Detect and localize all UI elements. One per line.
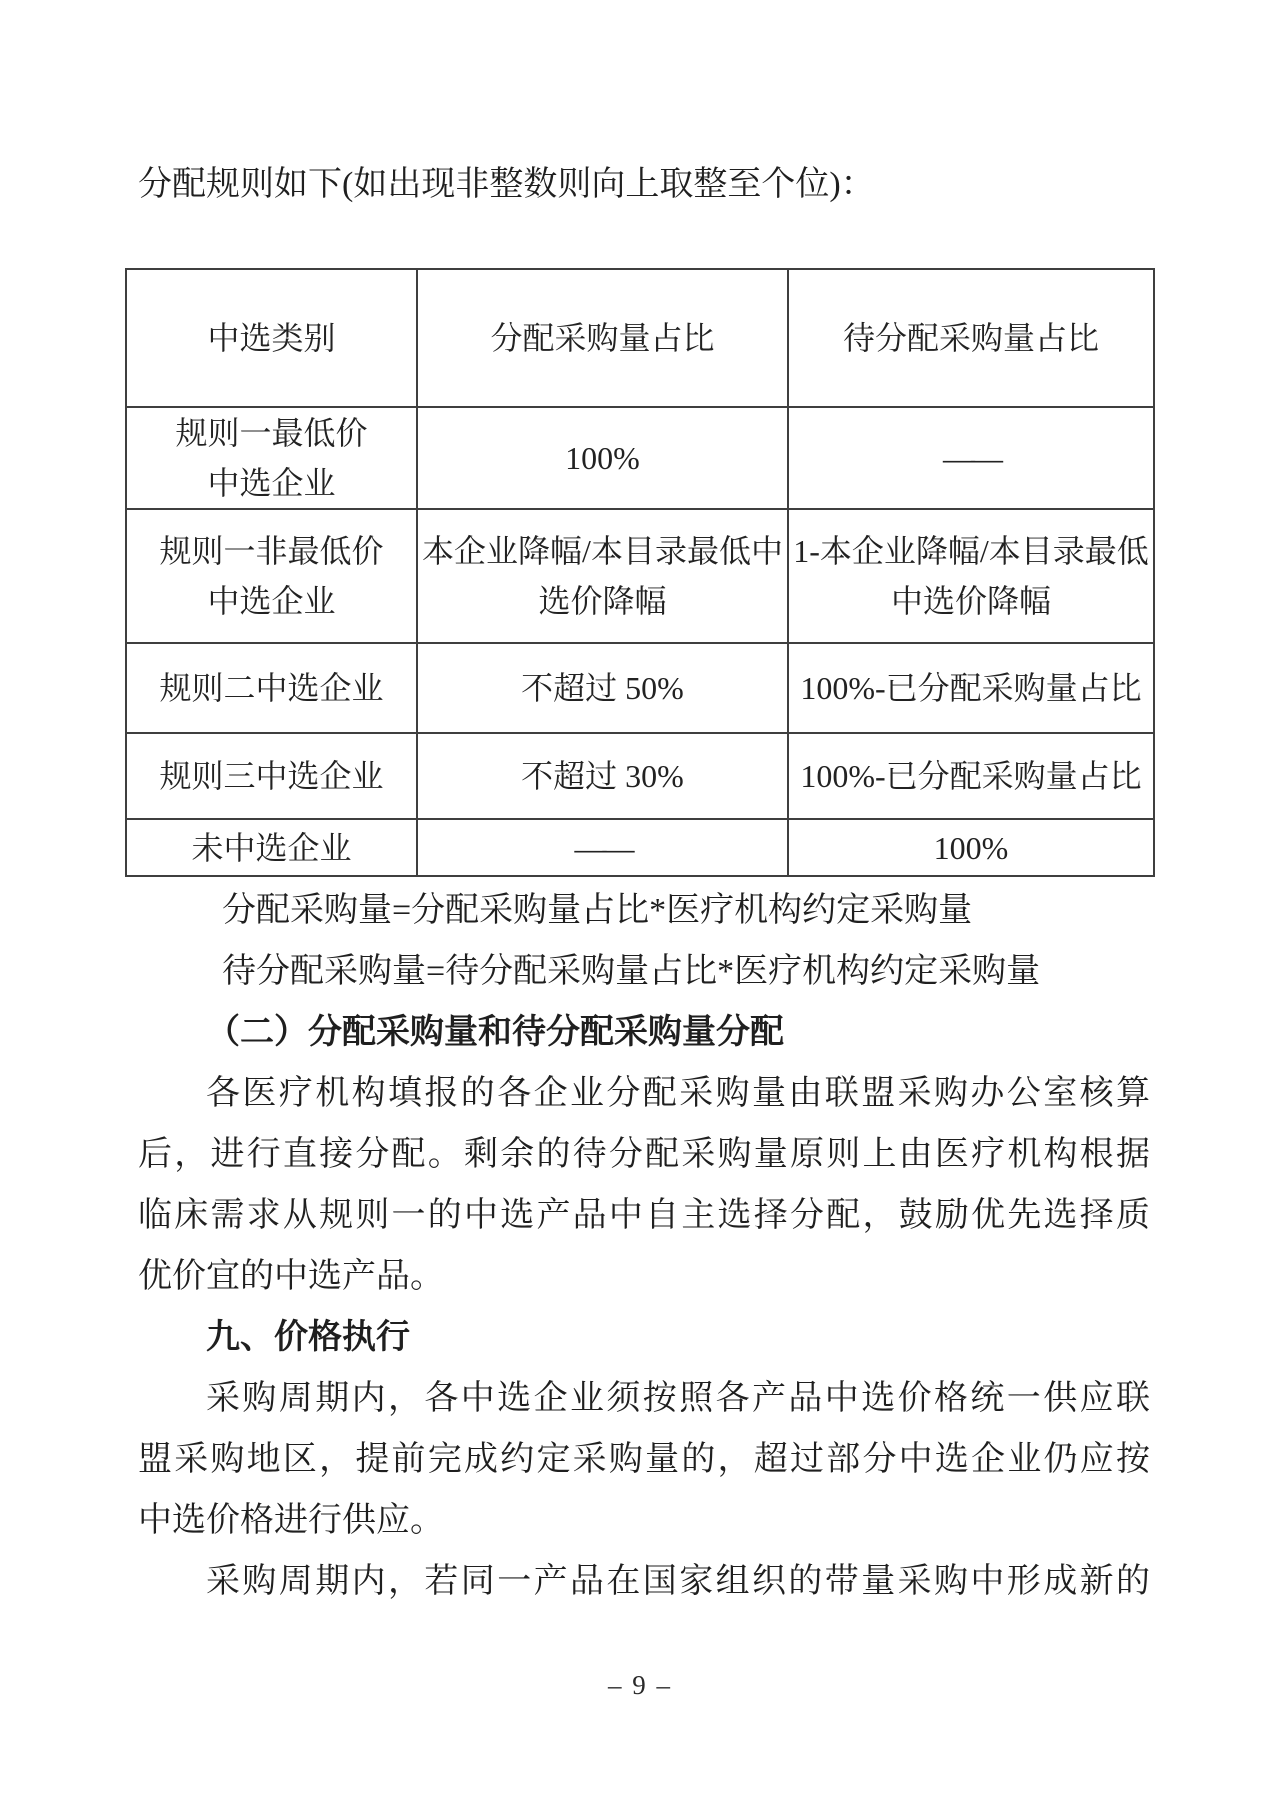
table-cell — [126, 819, 417, 876]
table-row — [126, 407, 1154, 509]
table-header-row — [126, 269, 1154, 407]
paragraph-line: 采购周期内，各中选企业须按照各产品中选价格统一供应联 — [206, 1380, 1150, 1417]
paragraph-line: 临床需求从规则一的中选产品中自主选择分配，鼓励优先选择质 — [138, 1197, 1150, 1234]
paragraph-line: 采购周期内，若同一产品在国家组织的带量采购中形成新的 — [206, 1563, 1150, 1600]
cell-text: 规则一非最低价 — [159, 533, 384, 569]
cell-text: 1-本企业降幅/本目录最低 — [793, 533, 1149, 569]
table-header-cell-category: 中选类别 — [126, 269, 417, 407]
table-cell — [126, 643, 417, 733]
cell-text: 选价降幅 — [538, 583, 667, 619]
table-cell — [788, 509, 1154, 643]
table-cell — [417, 643, 788, 733]
table-cell — [417, 733, 788, 819]
table-header-cell-allocated-ratio: 分配采购量占比 — [417, 269, 788, 407]
cell-text: 规则一最低价 — [175, 415, 368, 451]
table-cell — [788, 643, 1154, 733]
table-cell — [788, 733, 1154, 819]
paragraph-line: 后，进行直接分配。剩余的待分配采购量原则上由医疗机构根据 — [138, 1136, 1150, 1173]
paragraph-line: 各医疗机构填报的各企业分配采购量由联盟采购办公室核算 — [206, 1075, 1150, 1112]
cell-text: 中选价降幅 — [890, 583, 1051, 619]
cell-text: 规则三中选企业 — [159, 758, 384, 794]
cell-text: 未中选企业 — [191, 829, 352, 866]
paragraph-line: 中选价格进行供应。 — [138, 1502, 444, 1539]
section-heading: 九、价格执行 — [206, 1319, 410, 1356]
paragraph-line: 优价宜的中选产品。 — [138, 1258, 444, 1295]
formula-line: 待分配采购量=待分配采购量占比*医疗机构约定采购量 — [222, 953, 1041, 990]
table-cell — [126, 509, 417, 643]
table-cell — [788, 407, 1154, 509]
intro-text: 分配规则如下(如出现非整数则向上取整至个位)： — [138, 166, 875, 203]
allocation-rules-table — [125, 268, 1155, 877]
table-cell — [126, 733, 417, 819]
cell-text: 100%-已分配采购量占比 — [800, 670, 1142, 706]
cell-text: 规则二中选企业 — [159, 670, 384, 706]
cell-text: 不超过 30% — [521, 758, 684, 794]
cell-text: 100% — [565, 440, 640, 476]
cell-text: 100%-已分配采购量占比 — [800, 758, 1142, 794]
formula-line: 分配采购量=分配采购量占比*医疗机构约定采购量 — [222, 892, 973, 929]
page-number: – 9 – — [608, 1670, 672, 1700]
cell-text: 中选企业 — [207, 583, 336, 619]
table-cell — [126, 407, 417, 509]
table-cell — [417, 509, 788, 643]
paragraph-line: 盟采购地区，提前完成约定采购量的，超过部分中选企业仍应按 — [138, 1441, 1150, 1478]
cell-text: 不超过 50% — [521, 670, 684, 706]
table-row — [126, 819, 1154, 876]
table-row — [126, 643, 1154, 733]
table-cell — [417, 819, 788, 876]
table-cell — [417, 407, 788, 509]
table-header-cell-pending-ratio: 待分配采购量占比 — [788, 269, 1154, 407]
cell-text: 100% — [933, 829, 1009, 866]
dash-placeholder: —— — [574, 829, 631, 866]
body-text — [138, 880, 1150, 1612]
cell-text: 中选企业 — [207, 465, 336, 501]
table-row — [126, 733, 1154, 819]
dash-placeholder: —— — [943, 440, 999, 476]
table-row — [126, 509, 1154, 643]
subsection-heading: （二）分配采购量和待分配采购量分配 — [206, 1014, 784, 1051]
cell-text: 本企业降幅/本目录最低中 — [422, 533, 783, 569]
table-cell — [788, 819, 1154, 876]
